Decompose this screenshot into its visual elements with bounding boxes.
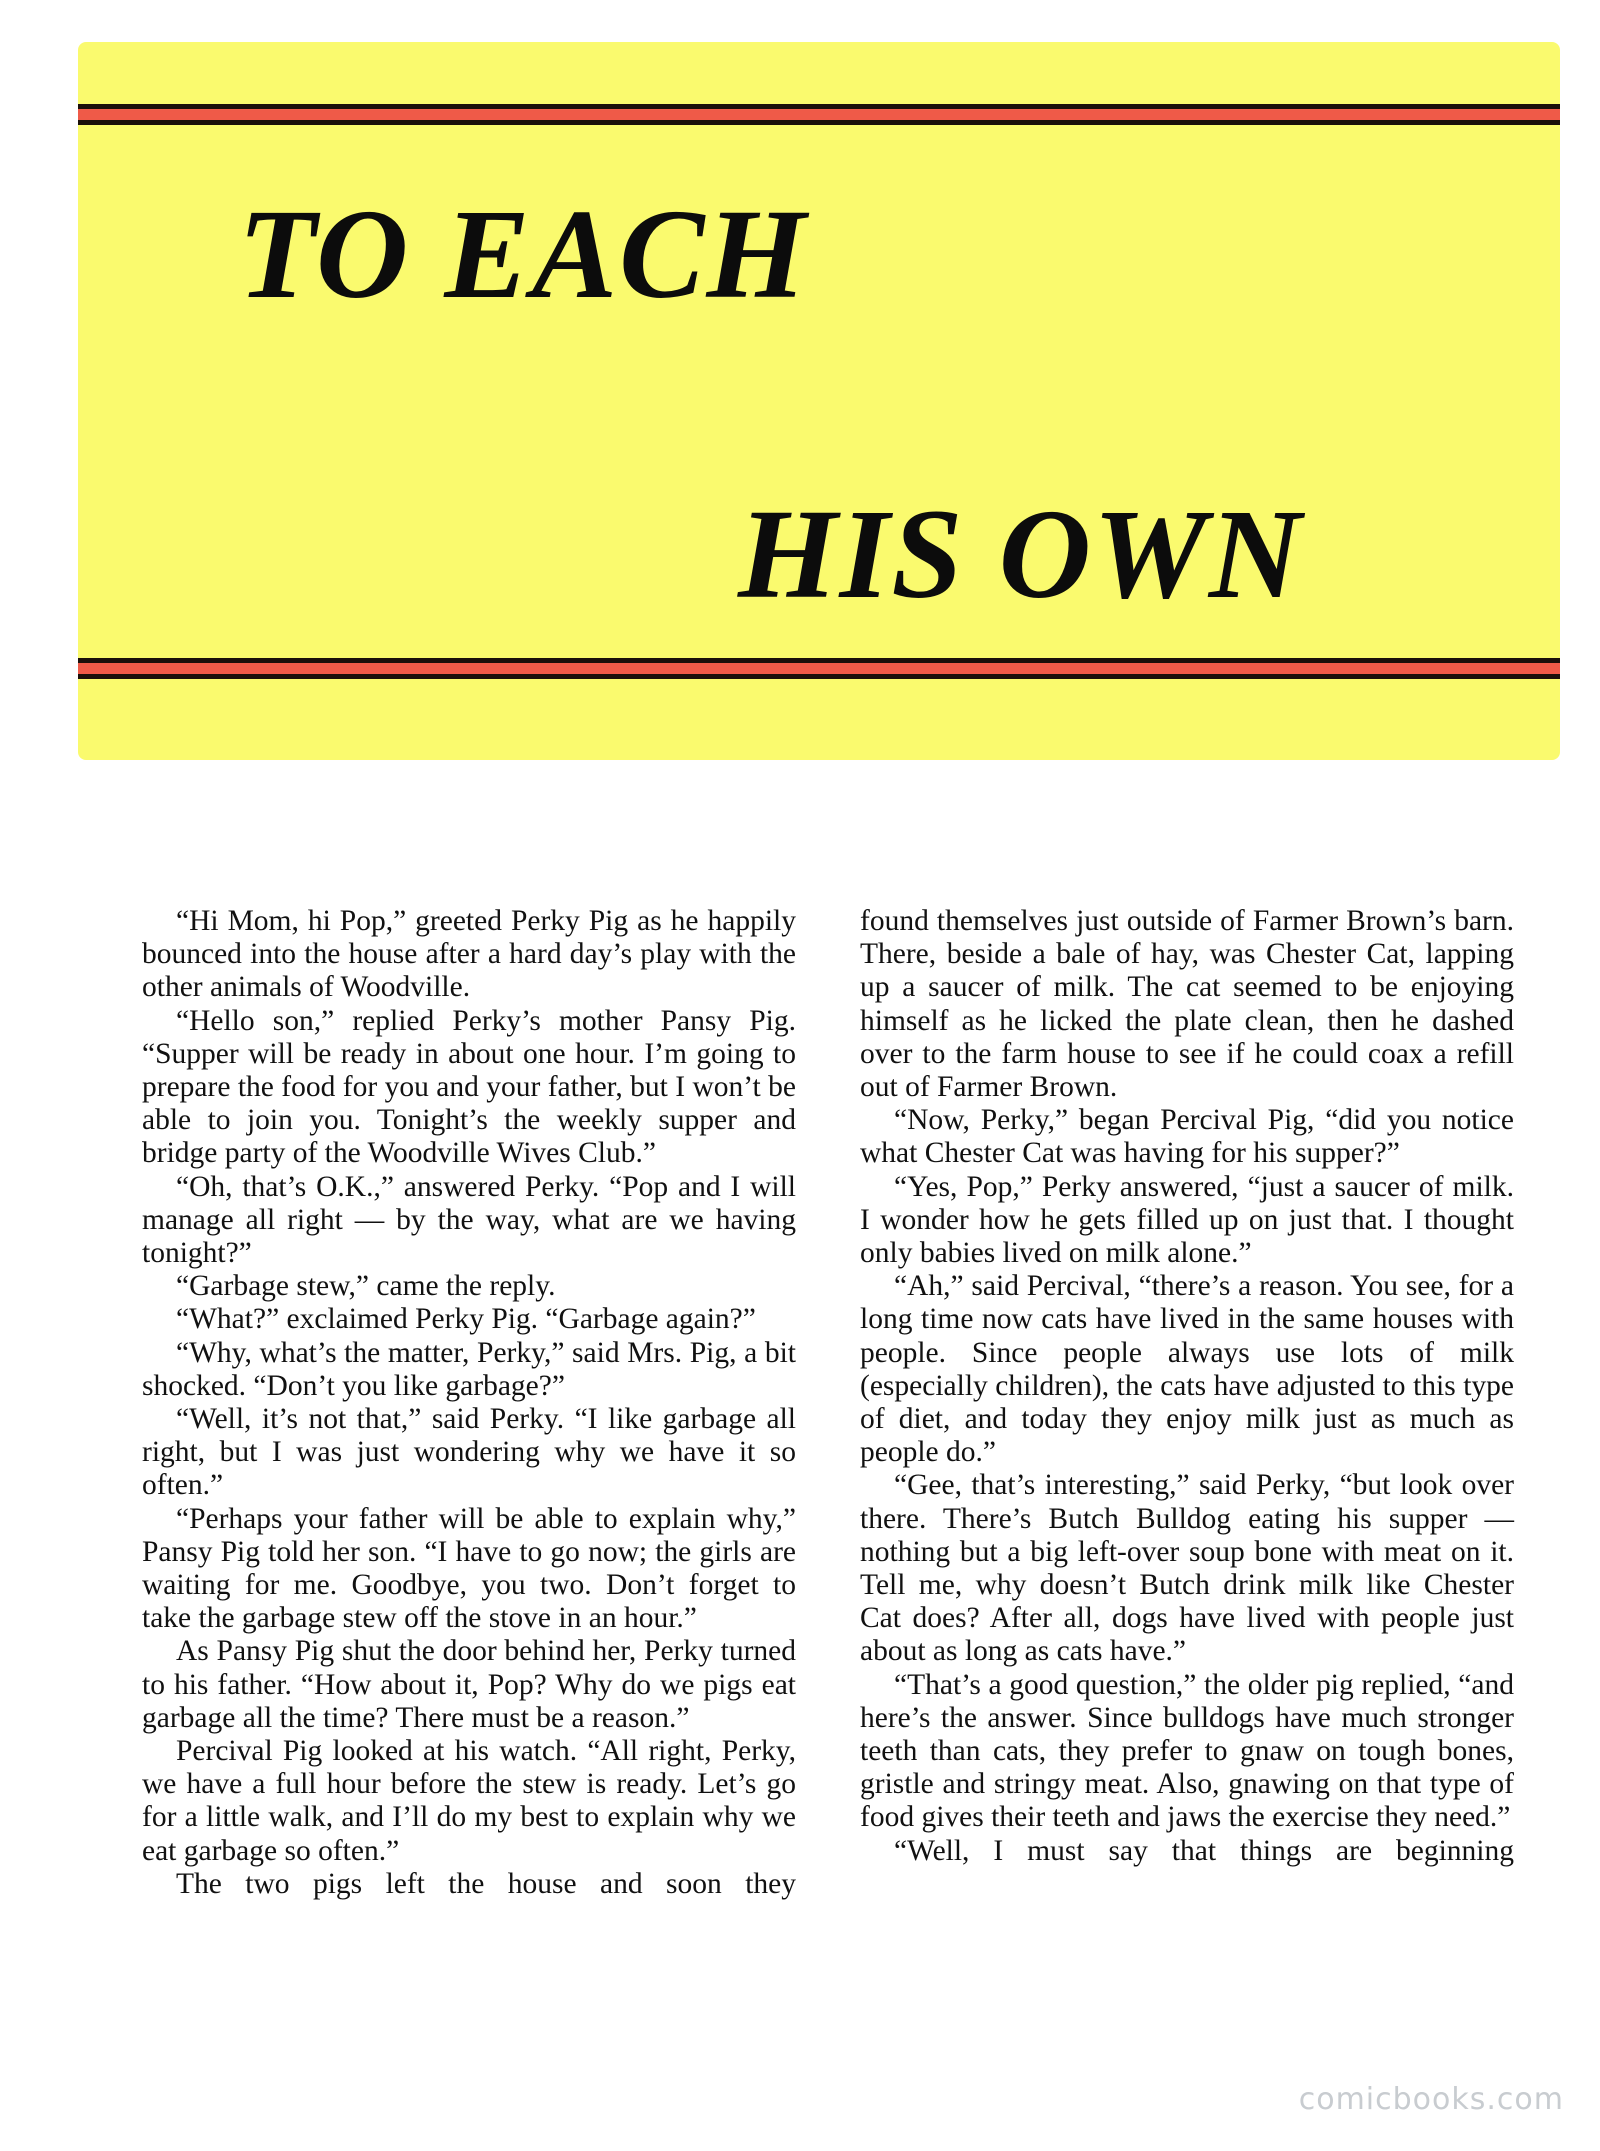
paragraph: “Hi Mom, hi Pop,” greeted Perky Pig as he happily bounced into the house after a hard day’s play with the other animals of Woodville. bbox=[142, 905, 796, 1004]
left-column bbox=[142, 905, 796, 2005]
paragraph: “Yes, Pop,” Perky answered, “just a saucer of milk. I wonder how he gets filled up on just that. I thought only babies lived on milk alone.” bbox=[860, 1170, 1514, 1270]
title-banner bbox=[78, 42, 1560, 760]
paragraph: “Ah,” said Percival, “there’s a reason. You see, for a long time now cats have lived in the same houses with people. Since people always use lots of milk (especially children), the cats have adjusted to this type of diet, and today they enjoy milk just as much as people do.” bbox=[860, 1270, 1514, 1469]
paragraph: “Garbage stew,” came the reply. bbox=[176, 1270, 556, 1303]
paragraph: “That’s a good question,” the older pig replied, “and here’s the answer. Since bulldogs have much stronger teeth than cats, they prefer to gnaw on tough bones, gristle and stringy meat. Also, gnawing on that type of food gives their teeth and jaws the exercise they need.” bbox=[860, 1668, 1514, 1834]
bottom-rule bbox=[78, 658, 1560, 680]
paragraph: “Well, it’s not that,” said Perky. “I like garbage all right, but I was just wondering why we have it so often.” bbox=[142, 1403, 796, 1502]
paragraph: “Oh, that’s O.K.,” answered Perky. “Pop and I will manage all right — by the way, what are we having tonight?” bbox=[142, 1170, 796, 1270]
title-line-1: TO EACH bbox=[238, 183, 808, 325]
right-column bbox=[860, 905, 1514, 2005]
paragraph: “Well, I must say that things are beginning bbox=[894, 1834, 1514, 1867]
paragraph: found themselves just outside of Farmer Brown’s barn. There, beside a bale of hay, was Chester Cat, lapping up a saucer of milk. The cat seemed to be enjoying himself as he licked the plate clean, then he dashed over to the farm house to see if he could coax a refill out of Farmer Brown. bbox=[860, 905, 1514, 1104]
title-line-2: HIS OWN bbox=[738, 483, 1304, 625]
paragraph: Percival Pig looked at his watch. “All right, Perky, we have a full hour before the stew is ready. Let’s go for a little walk, and I’ll do my best to explain why we eat garbage so often.” bbox=[142, 1735, 796, 1867]
paragraph: “Gee, that’s interesting,” said Perky, “but look over there. There’s Butch Bulldog eating his supper — nothing but a big left-over soup bone with meat on it. Tell me, why doesn’t Butch drink milk like Chester Cat does? After all, dogs have lived with people just about as long as cats have.” bbox=[860, 1469, 1514, 1668]
paragraph: “Why, what’s the matter, Perky,” said Mrs. Pig, a bit shocked. “Don’t you like garbage?” bbox=[142, 1336, 796, 1402]
paragraph: “What?” exclaimed Perky Pig. “Garbage again?” bbox=[176, 1303, 756, 1336]
paragraph: “Hello son,” replied Perky’s mother Pansy Pig. “Supper will be ready in about one hour. I’m going to prepare the food for you and your father, but I won’t be able to join you. Tonight’s the weekly supper and bridge party of the Woodville Wives Club.” bbox=[142, 1004, 796, 1170]
paragraph: “Perhaps your father will be able to explain why,” Pansy Pig told her son. “I have to go now; the girls are waiting for me. Goodbye, you two. Don’t forget to take the garbage stew off the stove in an hour.” bbox=[142, 1502, 796, 1635]
paragraph: “Now, Perky,” began Percival Pig, “did you notice what Chester Cat was having for his supper?” bbox=[860, 1104, 1514, 1170]
paragraph: The two pigs left the house and soon they bbox=[176, 1867, 796, 1900]
paragraph: As Pansy Pig shut the door behind her, Perky turned to his father. “How about it, Pop? Why do we pigs eat garbage all the time? There must be a reason.” bbox=[142, 1635, 796, 1734]
top-rule bbox=[78, 104, 1560, 126]
watermark: comicbooks.com bbox=[1298, 2082, 1564, 2117]
story-body bbox=[142, 905, 1514, 2005]
